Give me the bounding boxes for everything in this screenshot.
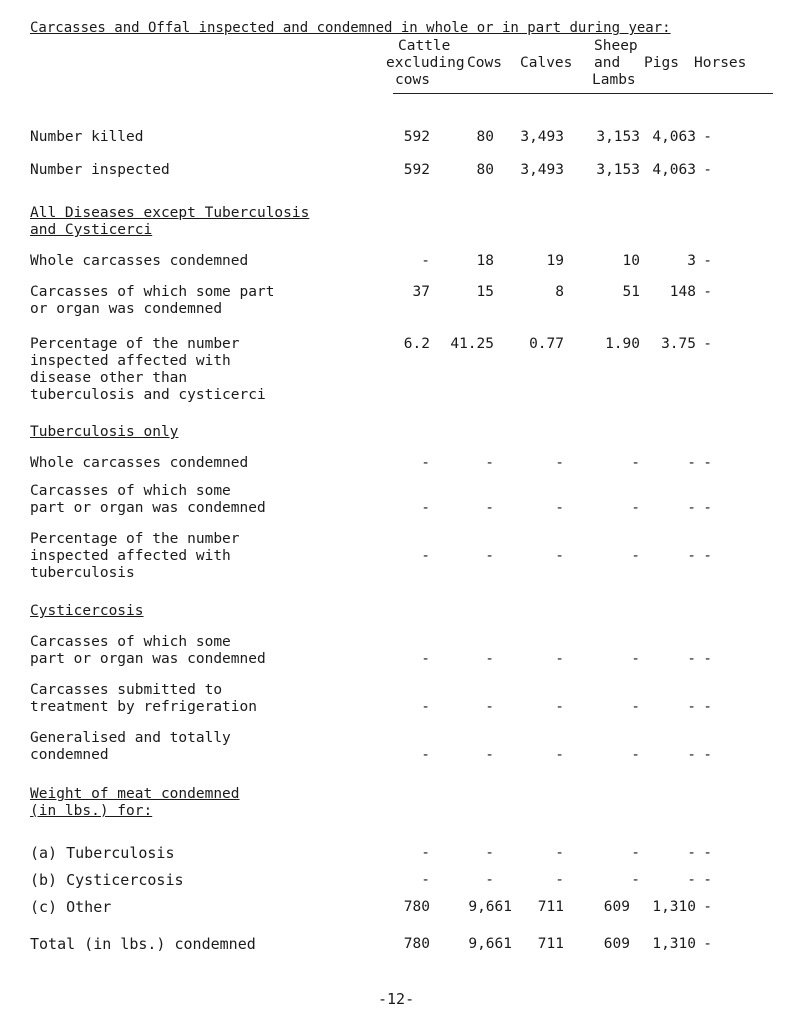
cell: 18 <box>476 253 494 269</box>
row-label-tb-pct-2: inspected affected with <box>30 548 231 564</box>
cell: - <box>631 845 640 861</box>
cell: - <box>485 455 494 471</box>
cell: - <box>421 747 430 763</box>
cell: 3,153 <box>596 129 640 145</box>
cell: - <box>703 455 712 471</box>
row-label-weight-tb: (a) Tuberculosis <box>30 844 175 862</box>
cell: 711 <box>537 899 564 915</box>
cell: 609 <box>603 936 630 952</box>
row-label-inspected: Number inspected <box>30 162 170 178</box>
cell: - <box>421 253 430 269</box>
page-number: -12- <box>378 990 415 1008</box>
cell: - <box>631 455 640 471</box>
cell: 19 <box>546 253 564 269</box>
col-sheep-line2: and <box>594 55 621 71</box>
cell: - <box>703 548 712 564</box>
row-label-tb-pct: Percentage of the number <box>30 531 240 547</box>
cell: - <box>485 699 494 715</box>
row-label-cyst-general-2: condemned <box>30 747 109 763</box>
cell: 148 <box>669 284 696 300</box>
cell: - <box>687 455 696 471</box>
cell: 780 <box>403 936 430 952</box>
cell: 4,063 <box>652 129 696 145</box>
row-label-tb-part-2: part or organ was condemned <box>30 500 266 516</box>
cell: 1,310 <box>652 936 696 952</box>
cell: - <box>631 699 640 715</box>
cell: - <box>421 872 430 888</box>
cell: - <box>485 845 494 861</box>
cell: - <box>703 253 712 269</box>
row-label-cyst-refrig: Carcasses submitted to <box>30 682 223 698</box>
cell: - <box>703 284 712 300</box>
cell: - <box>631 548 640 564</box>
cell: - <box>703 747 712 763</box>
cell: - <box>421 845 430 861</box>
page-title: Carcasses and Offal inspected and condemned in whole or in part during year: <box>30 20 671 36</box>
cell: - <box>687 747 696 763</box>
row-label-cyst-refrig-2: treatment by refrigeration <box>30 699 257 715</box>
cell: - <box>631 651 640 667</box>
section-heading-all-diseases-2: and Cysticerci <box>30 222 153 238</box>
col-cattle-line2: excluding <box>386 55 465 71</box>
cell: - <box>703 872 712 888</box>
cell: - <box>631 500 640 516</box>
cell: - <box>485 747 494 763</box>
row-label-all-whole: Whole carcasses condemned <box>30 253 249 269</box>
cell: 0.77 <box>529 336 564 352</box>
row-label-cyst-part-2: part or organ was condemned <box>30 651 266 667</box>
cell: 6.2 <box>403 336 430 352</box>
cell: - <box>703 936 712 952</box>
cell: 3,493 <box>520 129 564 145</box>
col-calves: Calves <box>520 55 573 71</box>
row-label-all-pct-3: disease other than <box>30 370 188 386</box>
cell: - <box>631 872 640 888</box>
row-label-all-pct-4: tuberculosis and cysticerci <box>30 387 266 403</box>
cell: - <box>421 699 430 715</box>
cell: 780 <box>403 899 430 915</box>
cell: - <box>555 872 564 888</box>
cell: - <box>555 747 564 763</box>
cell: - <box>555 455 564 471</box>
row-label-tb-pct-3: tuberculosis <box>30 565 135 581</box>
row-label-all-pct-2: inspected affected with <box>30 353 231 369</box>
cell: - <box>485 651 494 667</box>
cell: - <box>421 548 430 564</box>
cell: - <box>555 548 564 564</box>
cell: 51 <box>622 284 640 300</box>
cell: 9,661 <box>468 899 512 915</box>
section-heading-weight: Weight of meat condemned <box>30 786 240 802</box>
cell: - <box>555 845 564 861</box>
col-pigs: Pigs <box>644 55 679 71</box>
row-label-all-pct: Percentage of the number <box>30 336 240 352</box>
cell: 80 <box>476 162 494 178</box>
cell: 15 <box>476 284 494 300</box>
cell: - <box>703 899 712 915</box>
cell: - <box>703 651 712 667</box>
cell: 37 <box>412 284 430 300</box>
cell: - <box>703 845 712 861</box>
cell: 1.90 <box>605 336 640 352</box>
cell: - <box>703 500 712 516</box>
section-heading-tuberculosis: Tuberculosis only <box>30 424 179 440</box>
cell: - <box>687 651 696 667</box>
cell: 1,310 <box>652 899 696 915</box>
col-horses: Horses <box>694 55 747 71</box>
cell: 41.25 <box>450 336 494 352</box>
col-cattle-line1: Cattle <box>398 38 451 54</box>
cell: 8 <box>555 284 564 300</box>
col-cows: Cows <box>467 55 502 71</box>
section-heading-all-diseases: All Diseases except Tuberculosis <box>30 205 310 221</box>
cell: 3,493 <box>520 162 564 178</box>
cell: - <box>421 455 430 471</box>
cell: - <box>703 162 712 178</box>
cell: - <box>703 336 712 352</box>
cell: - <box>687 872 696 888</box>
cell: - <box>687 548 696 564</box>
cell: 609 <box>603 899 630 915</box>
row-label-cyst-general: Generalised and totally <box>30 730 231 746</box>
cell: - <box>703 699 712 715</box>
row-label-all-part-2: or organ was condemned <box>30 301 223 317</box>
cell: 3,153 <box>596 162 640 178</box>
cell: - <box>421 651 430 667</box>
col-sheep-line1: Sheep <box>594 38 638 54</box>
cell: - <box>687 500 696 516</box>
cell: - <box>687 845 696 861</box>
cell: - <box>631 747 640 763</box>
section-heading-weight-2: (in lbs.) for: <box>30 803 153 819</box>
row-label-all-part: Carcasses of which some part <box>30 284 275 300</box>
row-label-weight-cyst: (b) Cysticercosis <box>30 871 184 889</box>
cell: - <box>485 548 494 564</box>
row-label-weight-other: (c) Other <box>30 898 112 916</box>
cell: 9,661 <box>468 936 512 952</box>
section-heading-cysticercosis: Cysticercosis <box>30 603 144 619</box>
row-label-tb-part: Carcasses of which some <box>30 483 231 499</box>
cell: - <box>555 699 564 715</box>
col-cattle-line3: cows <box>395 72 430 88</box>
cell: 3.75 <box>661 336 696 352</box>
cell: - <box>555 500 564 516</box>
cell: 711 <box>537 936 564 952</box>
row-label-tb-whole: Whole carcasses condemned <box>30 455 249 471</box>
cell: - <box>485 872 494 888</box>
cell: - <box>555 651 564 667</box>
row-label-cyst-part: Carcasses of which some <box>30 634 231 650</box>
row-label-killed: Number killed <box>30 129 144 145</box>
cell: 80 <box>476 129 494 145</box>
cell: - <box>485 500 494 516</box>
cell: 10 <box>622 253 640 269</box>
cell: - <box>421 500 430 516</box>
cell: 4,063 <box>652 162 696 178</box>
row-label-total: Total (in lbs.) condemned <box>30 935 256 953</box>
header-rule <box>393 93 773 94</box>
cell: 592 <box>403 162 430 178</box>
cell: 3 <box>687 253 696 269</box>
cell: - <box>687 699 696 715</box>
col-sheep-line3: Lambs <box>592 72 636 88</box>
cell: 592 <box>403 129 430 145</box>
cell: - <box>703 129 712 145</box>
